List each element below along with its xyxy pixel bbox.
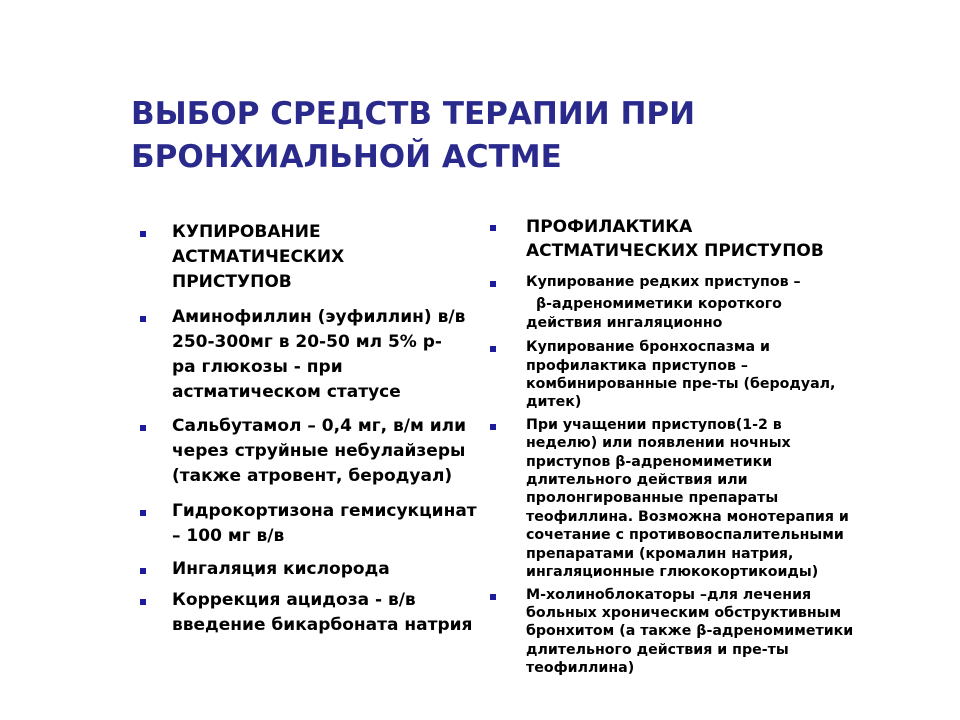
left-item-hydrocortisone <box>140 499 520 549</box>
right-item-line: дитек) <box>526 394 582 411</box>
left-heading-line: АСТМАТИЧЕСКИХ <box>172 247 345 267</box>
right-item-line: сочетание с противовоспалительными <box>526 527 844 544</box>
bullet-square-icon <box>490 225 496 231</box>
bullet-square-icon <box>140 231 146 237</box>
left-item-line: (также атровент, беродуал) <box>172 466 453 486</box>
right-item-rare-attacks-tail <box>490 314 930 332</box>
right-heading-line: АСТМАТИЧЕСКИХ ПРИСТУПОВ <box>526 241 824 261</box>
bullet-square-icon <box>140 510 146 516</box>
left-item-oxygen <box>140 557 520 582</box>
left-item-aminophylline <box>140 305 520 405</box>
right-item-line: При учащении приступов(1-2 в <box>526 416 782 433</box>
slide-title <box>131 93 891 179</box>
left-item-line: через струйные небулайзеры <box>172 441 466 461</box>
right-item-anticholinergics <box>490 586 930 678</box>
right-item-line: длительного действия или <box>526 472 748 489</box>
right-item-line: приступов β-адреномиметики <box>526 453 773 470</box>
right-item-line: пролонгированные препараты <box>526 490 779 507</box>
right-item-line: бронхитом (а также β-адреномиметики <box>526 623 854 640</box>
bullet-square-icon <box>490 424 496 430</box>
left-item-salbutamol <box>140 414 520 489</box>
right-item-line: Купирование бронхоспазма и <box>526 339 770 356</box>
left-item-line: Коррекция ацидоза - в/в <box>172 590 416 610</box>
right-heading-line: ПРОФИЛАКТИКА <box>526 217 693 237</box>
left-item-line: Аминофиллин (эуфиллин) в/в <box>172 307 466 327</box>
bullet-square-icon <box>490 346 496 352</box>
slide-title-line-2: БРОНХИАЛЬНОЙ АСТМЕ <box>131 139 562 175</box>
right-item-bronchospasm <box>490 338 930 412</box>
left-heading <box>140 220 520 295</box>
left-item-line: Сальбутамол – 0,4 мг, в/м или <box>172 416 467 436</box>
bullet-square-icon <box>140 316 146 322</box>
left-column <box>140 220 520 638</box>
right-item-line: неделю) или появлении ночных <box>526 435 791 452</box>
bullet-square-icon <box>140 568 146 574</box>
right-item-rare-attacks-cont <box>490 295 930 313</box>
right-item-line: препаратами (кромалин натрия, <box>526 545 794 562</box>
slide-title-line-1: ВЫБОР СРЕДСТВ ТЕРАПИИ ПРИ <box>131 96 696 132</box>
right-item-line: Купирование редких приступов – <box>526 274 801 290</box>
left-heading-line: КУПИРОВАНИЕ <box>172 222 321 242</box>
right-item-line: длительного действия и пре-ты <box>526 641 789 658</box>
bullet-square-icon <box>490 281 496 287</box>
right-item-line: β-адреномиметики короткого <box>536 296 782 313</box>
bullet-square-icon <box>140 599 146 605</box>
right-item-line: профилактика приступов – <box>526 357 748 374</box>
left-item-line: – 100 мг в/в <box>172 526 285 546</box>
left-heading-line: ПРИСТУПОВ <box>172 272 292 292</box>
right-item-line: М-холиноблокаторы –для лечения <box>526 586 812 603</box>
left-item-line: Ингаляция кислорода <box>172 559 390 579</box>
left-item-acidosis <box>140 588 520 638</box>
left-item-line: астматическом статусе <box>172 382 401 402</box>
bullet-square-icon <box>140 425 146 431</box>
right-item-line: комбинированные пре-ты (беродуал, <box>526 376 836 393</box>
right-item-line: ингаляционные глюкокортикоиды) <box>526 564 819 581</box>
bullet-square-icon <box>490 594 496 600</box>
right-item-rare-attacks <box>490 273 930 291</box>
left-item-line: ра глюкозы - при <box>172 357 343 377</box>
right-item-line: действия ингаляционно <box>526 314 723 331</box>
right-item-frequent-attacks <box>490 416 930 582</box>
right-item-line: теофиллина) <box>526 660 635 677</box>
right-heading <box>490 215 930 263</box>
right-item-line: больных хроническим обструктивным <box>526 604 842 621</box>
left-item-line: Гидрокортизона гемисукцинат <box>172 501 477 521</box>
left-item-line: введение бикарбоната натрия <box>172 615 473 635</box>
right-column <box>490 215 930 678</box>
left-item-line: 250-300мг в 20-50 мл 5% р- <box>172 332 442 352</box>
right-item-line: теофиллина. Возможна монотерапия и <box>526 508 849 525</box>
